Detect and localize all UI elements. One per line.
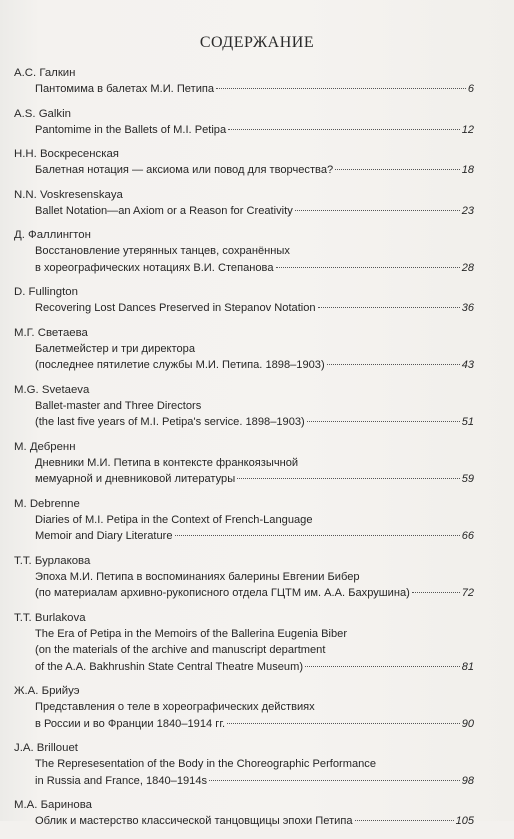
toc-title-line [14, 203, 474, 220]
toc-author: Н.Н. Воскресенская [14, 148, 119, 160]
toc-page-number: 28 [461, 261, 474, 274]
toc-author: J.A. Brillouet [14, 742, 78, 754]
toc-page-number: 36 [461, 302, 474, 314]
toc-author: М. Дебренн [14, 440, 76, 453]
toc-entry [14, 188, 474, 220]
toc-title-text: Pantomime in the Ballets of M.I. Petipa [35, 123, 227, 136]
toc-title-line: Балетмейстер и три директора [35, 342, 195, 355]
toc-entry [14, 285, 474, 317]
toc-author: T.T. Burlakova [14, 611, 86, 624]
toc-title-text: Memoir and Diary Literature [35, 530, 173, 542]
toc-title-text: в России и во Франции 1840–1914 гг. [35, 717, 226, 730]
toc-title-text: Ballet Notation—an Axiom or a Reason for Creativity [35, 204, 293, 217]
toc-entry [14, 798, 474, 830]
leader-dots [175, 535, 460, 536]
toc-title-text: (последнее пятилетие службы М.И. Петипа. 1898–1903) [35, 359, 325, 371]
toc-title-text: Пантомима в балетах М.И. Петипа [35, 83, 215, 95]
toc-title-line: (on the materials of the archive and manuscript department [35, 644, 326, 656]
toc-page-number: 12 [461, 123, 474, 136]
toc-title-line [14, 773, 474, 790]
toc-title-line [14, 471, 474, 488]
toc-title-text: in Russia and France, 1840–1914s [35, 774, 208, 787]
toc-page-number: 81 [461, 660, 474, 673]
toc-author: M.G. Svetaeva [14, 383, 90, 396]
toc-title-line: Ballet-master and Three Directors [35, 399, 202, 412]
toc-page-number: 23 [461, 204, 474, 217]
toc-entry [14, 228, 474, 276]
toc-title-line [14, 81, 474, 98]
toc-title-line: Дневники М.И. Петипа в контексте франкоязычной [35, 456, 299, 469]
toc-entry [14, 326, 474, 374]
toc-title-text: (по материалам архивно-рукописного отдела ГЦТМ им. А.А. Бахрушина) [35, 587, 410, 599]
toc-title-line [14, 122, 474, 139]
toc-title-line [14, 260, 474, 277]
toc-entry [14, 497, 474, 545]
toc-title-line [14, 585, 474, 602]
toc-page-number: 98 [461, 774, 474, 787]
toc-title-line: Восстановление утерянных танцев, сохранённых [35, 245, 290, 257]
toc-title-line: Эпоха М.И. Петипа в воспоминаниях балерины Евгении Бибер [35, 570, 360, 583]
toc-title-line [14, 659, 474, 676]
leader-dots [237, 478, 460, 479]
toc-title-text: of the A.A. Bakhrushin State Central Theatre Museum) [35, 660, 304, 673]
toc-title-line [14, 716, 474, 733]
toc-entry [14, 147, 474, 179]
toc-title-text: Балетная нотация — аксиома или повод для творчества? [35, 164, 334, 176]
toc-author: A.S. Galkin [14, 107, 71, 120]
toc-page-number: 90 [461, 717, 474, 730]
toc-title-line: The Era of Petipa in the Memoirs of the Ballerina Eugenia Biber [35, 627, 348, 640]
toc-title-line [14, 813, 474, 830]
toc-entry [14, 684, 474, 732]
leader-dots [276, 267, 460, 268]
toc-entry [14, 741, 474, 789]
table-of-contents [14, 66, 474, 839]
toc-entry [14, 554, 474, 602]
toc-page-number: 6 [467, 83, 474, 95]
toc-author: N.N. Voskresenskaya [14, 188, 123, 201]
toc-title-text: Облик и мастерство классической танцовщицы эпохи Петипа [35, 815, 353, 827]
toc-page-number: 66 [461, 530, 474, 542]
toc-title-line: Представления о теле в хореографических действиях [35, 701, 315, 713]
toc-title-line [14, 357, 474, 374]
toc-title-line [14, 528, 474, 545]
toc-page-number: 51 [461, 416, 474, 428]
toc-entry [14, 611, 474, 676]
leader-dots [227, 723, 460, 724]
toc-title-line [14, 162, 474, 179]
leader-dots [209, 780, 460, 781]
leader-dots [216, 88, 466, 89]
toc-title-text: в хореографических нотациях В.И. Степанова [35, 261, 274, 274]
toc-author: Ж.А. Брийуэ [14, 685, 80, 697]
leader-dots [335, 169, 460, 170]
page-title: СОДЕРЖАНИЕ [199, 34, 315, 51]
toc-entry [14, 66, 474, 98]
toc-page-number: 72 [461, 587, 474, 599]
toc-author: Т.Т. Бурлакова [14, 554, 91, 567]
toc-title-line [14, 414, 474, 431]
toc-title-line: The Represesentation of the Body in the Choreographic Performance [35, 758, 377, 770]
leader-dots [327, 364, 460, 365]
toc-page-number: 18 [461, 164, 474, 176]
leader-dots [228, 129, 460, 130]
toc-author: А.С. Галкин [14, 67, 76, 79]
toc-author: M. Debrenne [14, 497, 80, 510]
toc-title-text: (the last five years of M.I. Petipa's service. 1898–1903) [35, 416, 305, 428]
leader-dots [318, 307, 460, 308]
toc-entry [14, 107, 474, 139]
toc-author: М.Г. Светаева [14, 326, 88, 339]
toc-page-number: 43 [461, 359, 474, 371]
leader-dots [412, 592, 460, 593]
toc-entry [14, 440, 474, 488]
toc-title-text: Recovering Lost Dances Preserved in Stepanov Notation [35, 302, 316, 314]
toc-title-line: Diaries of M.I. Petipa in the Context of French-Language [35, 513, 313, 526]
leader-dots [295, 210, 460, 211]
toc-title-line [14, 300, 474, 317]
toc-page-number: 59 [461, 473, 474, 485]
toc-author: Д. Фаллингтон [14, 229, 91, 241]
toc-page-number: 105 [455, 815, 474, 827]
leader-dots [305, 666, 460, 667]
toc-author: М.А. Баринова [14, 799, 92, 811]
toc-entry [14, 383, 474, 431]
leader-dots [307, 421, 460, 422]
toc-author: D. Fullington [14, 286, 78, 298]
toc-title-text: мемуарной и дневниковой литературы [35, 473, 236, 485]
